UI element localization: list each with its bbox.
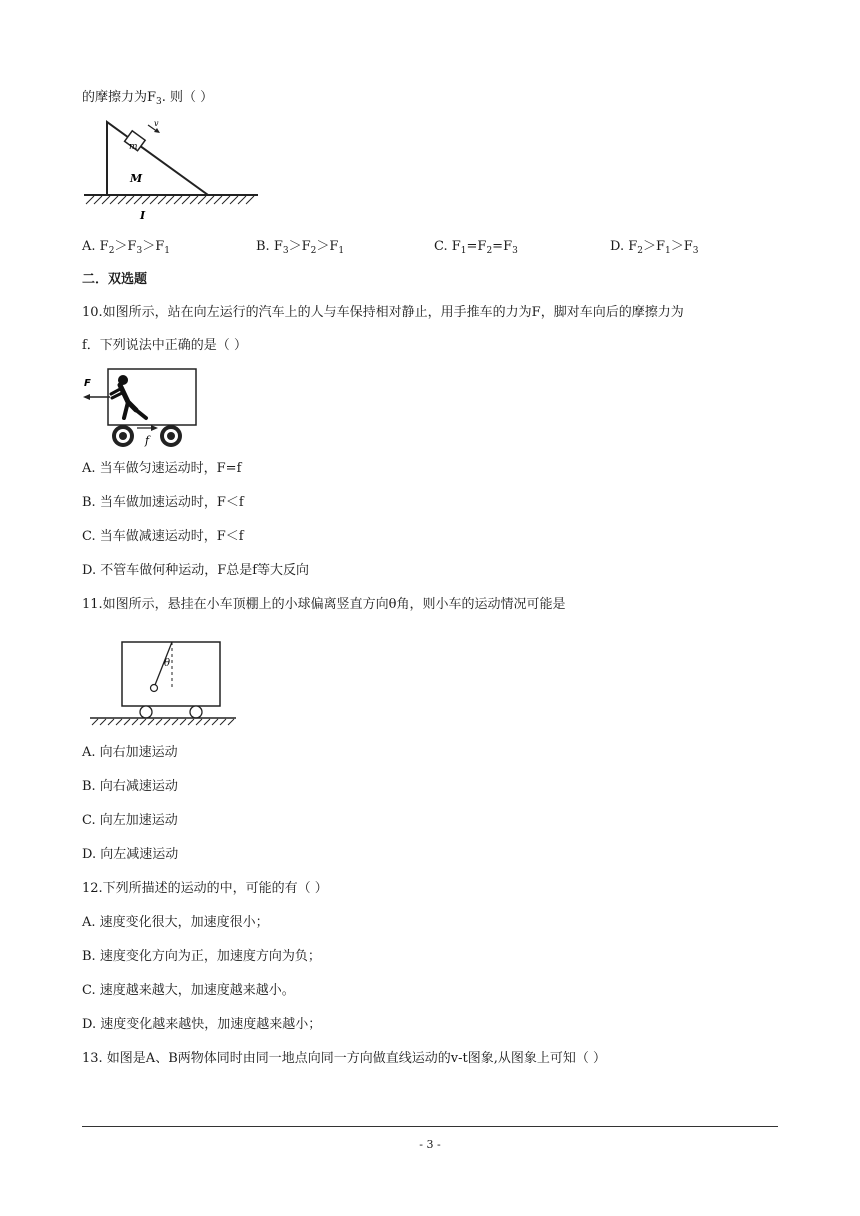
q10-option-a[interactable]: A. 当车做匀速运动时，F=f bbox=[82, 461, 242, 476]
q9-option-d[interactable]: D. $F_2>F_1>F_3$ bbox=[610, 239, 699, 256]
cart-wheel-left bbox=[140, 706, 152, 718]
label-theta: θ bbox=[164, 658, 171, 669]
q10-option-b[interactable]: B. 当车做加速运动时，F＜f bbox=[82, 495, 244, 510]
q9-option-c[interactable]: C. $F_1=F_2=F_3$ bbox=[434, 239, 518, 256]
incline-wedge bbox=[107, 122, 208, 195]
q12-stem: 12.下列所描述的运动的中，可能的有（ ） bbox=[82, 881, 328, 896]
q12-option-d[interactable]: D. 速度变化越来越快，加速度越来越小； bbox=[82, 1017, 322, 1032]
q10-stem-line1: 10.如图所示，站在向左运行的汽车上的人与车保持相对静止，用手推车的力为F，脚对车向后的摩擦力为 bbox=[82, 305, 684, 320]
pendulum-cart-figure bbox=[88, 636, 238, 726]
q10-stem-line2: f．下列说法中正确的是（ ） bbox=[82, 338, 247, 353]
wheel-left bbox=[112, 425, 134, 447]
incline-figure bbox=[80, 118, 260, 223]
q9-options bbox=[82, 238, 782, 256]
cart-ground-hatching bbox=[92, 719, 234, 725]
q12-option-b[interactable]: B. 速度变化方向为正，加速度方向为负； bbox=[82, 949, 321, 964]
q12-option-a[interactable]: A. 速度变化很大，加速度很小； bbox=[82, 915, 269, 930]
label-v: v bbox=[154, 119, 159, 128]
q9-option-a[interactable]: A. $F_2>F_3>F_1$ bbox=[82, 239, 170, 256]
q12-option-c[interactable]: C. 速度越来越大，加速度越来越小。 bbox=[82, 983, 295, 998]
q11-stem: 11.如图所示，悬挂在小车顶棚上的小球偏离竖直方向θ角，则小车的运动情况可能是 bbox=[82, 597, 566, 612]
wheel-right bbox=[160, 425, 182, 447]
footer-rule bbox=[82, 1126, 778, 1127]
q10-option-c[interactable]: C. 当车做减速运动时，F＜f bbox=[82, 529, 244, 544]
q11-option-c[interactable]: C. 向左加速运动 bbox=[82, 813, 178, 828]
q9-option-b[interactable]: B. $F_3>F_2>F_1$ bbox=[256, 239, 345, 256]
label-I: I bbox=[140, 209, 146, 222]
label-m: m bbox=[129, 142, 138, 152]
q13-stem: 13. 如图是A、B两物体同时由同一地点向同一方向做直线运动的v-t图象,从图象上可知（ ） bbox=[82, 1051, 606, 1066]
page-number: - 3 - bbox=[419, 1138, 441, 1151]
q10-option-d[interactable]: D. 不管车做何种运动，F总是f等大反向 bbox=[82, 563, 310, 578]
label-M: M bbox=[130, 172, 143, 185]
ground-hatching bbox=[86, 196, 254, 204]
cart-body bbox=[122, 642, 220, 706]
q11-option-a[interactable]: A. 向右加速运动 bbox=[82, 745, 178, 760]
car-push-figure bbox=[80, 364, 202, 450]
label-F: F bbox=[84, 378, 91, 389]
q11-option-d[interactable]: D. 向左减速运动 bbox=[82, 847, 179, 862]
pendulum-ball bbox=[151, 685, 158, 692]
label-f: f bbox=[145, 434, 150, 447]
q9-stem-tail: 的摩擦力为$F_3$. 则（ ） bbox=[82, 90, 214, 107]
cart-wheel-right bbox=[190, 706, 202, 718]
section-heading: 二．双选题 bbox=[82, 272, 148, 287]
q11-option-b[interactable]: B. 向右减速运动 bbox=[82, 779, 178, 794]
